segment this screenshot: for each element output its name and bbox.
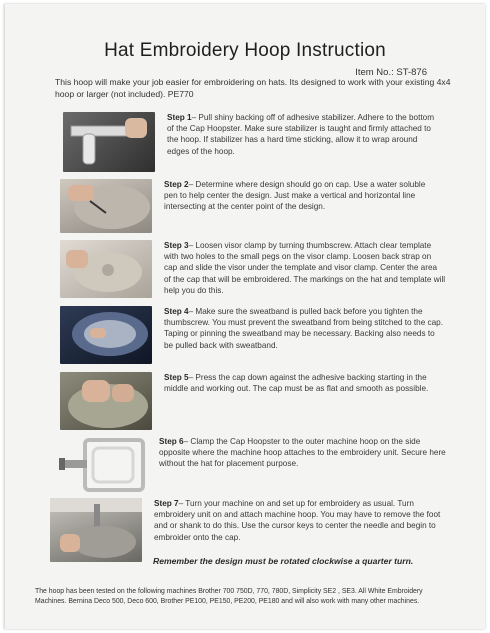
step-6-label: Step 6 xyxy=(159,437,184,446)
step-7-text: – Turn your machine on and set up for embroidery as usual. Turn embroidery unit on and attach machine hoop. You may have to remove the foot and or shank to do this. Use the cursor keys to center the needle and begin to embroider onto the cap. xyxy=(154,499,441,542)
step-6 xyxy=(55,436,450,494)
page-title: Hat Embroidery Hoop Instruction xyxy=(104,40,386,61)
step-2-text: – Determine where design should go on cap. Use a water soluble pen to help center the design. Just make a vertical and horizontal line intersecting at the center point of the design. xyxy=(164,180,426,212)
step-6-photo xyxy=(55,436,147,494)
step-2-photo xyxy=(60,179,152,233)
step-2 xyxy=(60,179,440,233)
step-3 xyxy=(60,240,450,298)
step-3-photo xyxy=(60,240,152,298)
step-3-text: – Loosen visor clamp by turning thumbscrew. Attach clear template with two holes to the small pegs on the visor clamp. Loosen back strap on cap and slide the visor under the template and visor clamp. Center the area of the cap that will be embroidered. The markings on the hat and template will help you do this. xyxy=(164,241,446,295)
step-5 xyxy=(60,372,450,430)
step-1-text: – Pull shiny backing off of adhesive stabilizer. Adhere to the bottom of the Cap Hoopster. Make sure stabilizer is taught and firmly attached to the hoop. If stabilizer has a hard time sticking, allow it to wrap around edges of the hoop. xyxy=(167,113,435,156)
step-1-label: Step 1 xyxy=(167,113,192,122)
instruction-sheet xyxy=(4,4,485,629)
step-7-label: Step 7 xyxy=(154,499,179,508)
step-1 xyxy=(63,112,443,172)
item-number: Item No.: ST-876 xyxy=(355,67,427,78)
step-4-photo xyxy=(60,306,152,364)
step-7-photo xyxy=(50,498,142,562)
step-1-photo xyxy=(63,112,155,172)
step-7 xyxy=(50,498,450,562)
step-5-label: Step 5 xyxy=(164,373,189,382)
step-2-label: Step 2 xyxy=(164,180,189,189)
step-3-label: Step 3 xyxy=(164,241,189,250)
compatibility-note: The hoop has been tested on the following machines Brother 700 750D, 770, 780D, Simplicity SE2 , SE3. All White Embroidery Machines. Bernina Deco 500, Deco 600, Brother PE100, PE150, PE200, PE180 and will also work with many other machines. xyxy=(35,588,423,605)
intro-paragraph: This hoop will make your job easier for embroidering on hats. Its designed to work with your existing 4x4 hoop or larger (not included). PE770 xyxy=(55,77,451,99)
step-5-text: – Press the cap down against the adhesive backing starting in the middle and working out. The cap must be as flat and smooth as possible. xyxy=(164,373,429,394)
step-4-label: Step 4 xyxy=(164,307,189,316)
step-4 xyxy=(60,306,450,364)
step-6-text: – Clamp the Cap Hoopster to the outer machine hoop on the side opposite where the machine hoop attaches to the embroidery unit. Secure here without the hat for placement purpose. xyxy=(159,437,446,469)
step-5-photo xyxy=(60,372,152,430)
rotation-note: Remember the design must be rotated clockwise a quarter turn. xyxy=(153,556,414,566)
step-4-text: – Make sure the sweatband is pulled back before you tighten the thumbscrew. You must prevent the sweatband from being stitched to the cap. Taping or pinning the sweatband may be necessary. Backing also needs to be pulled back with sweatband. xyxy=(164,307,443,350)
